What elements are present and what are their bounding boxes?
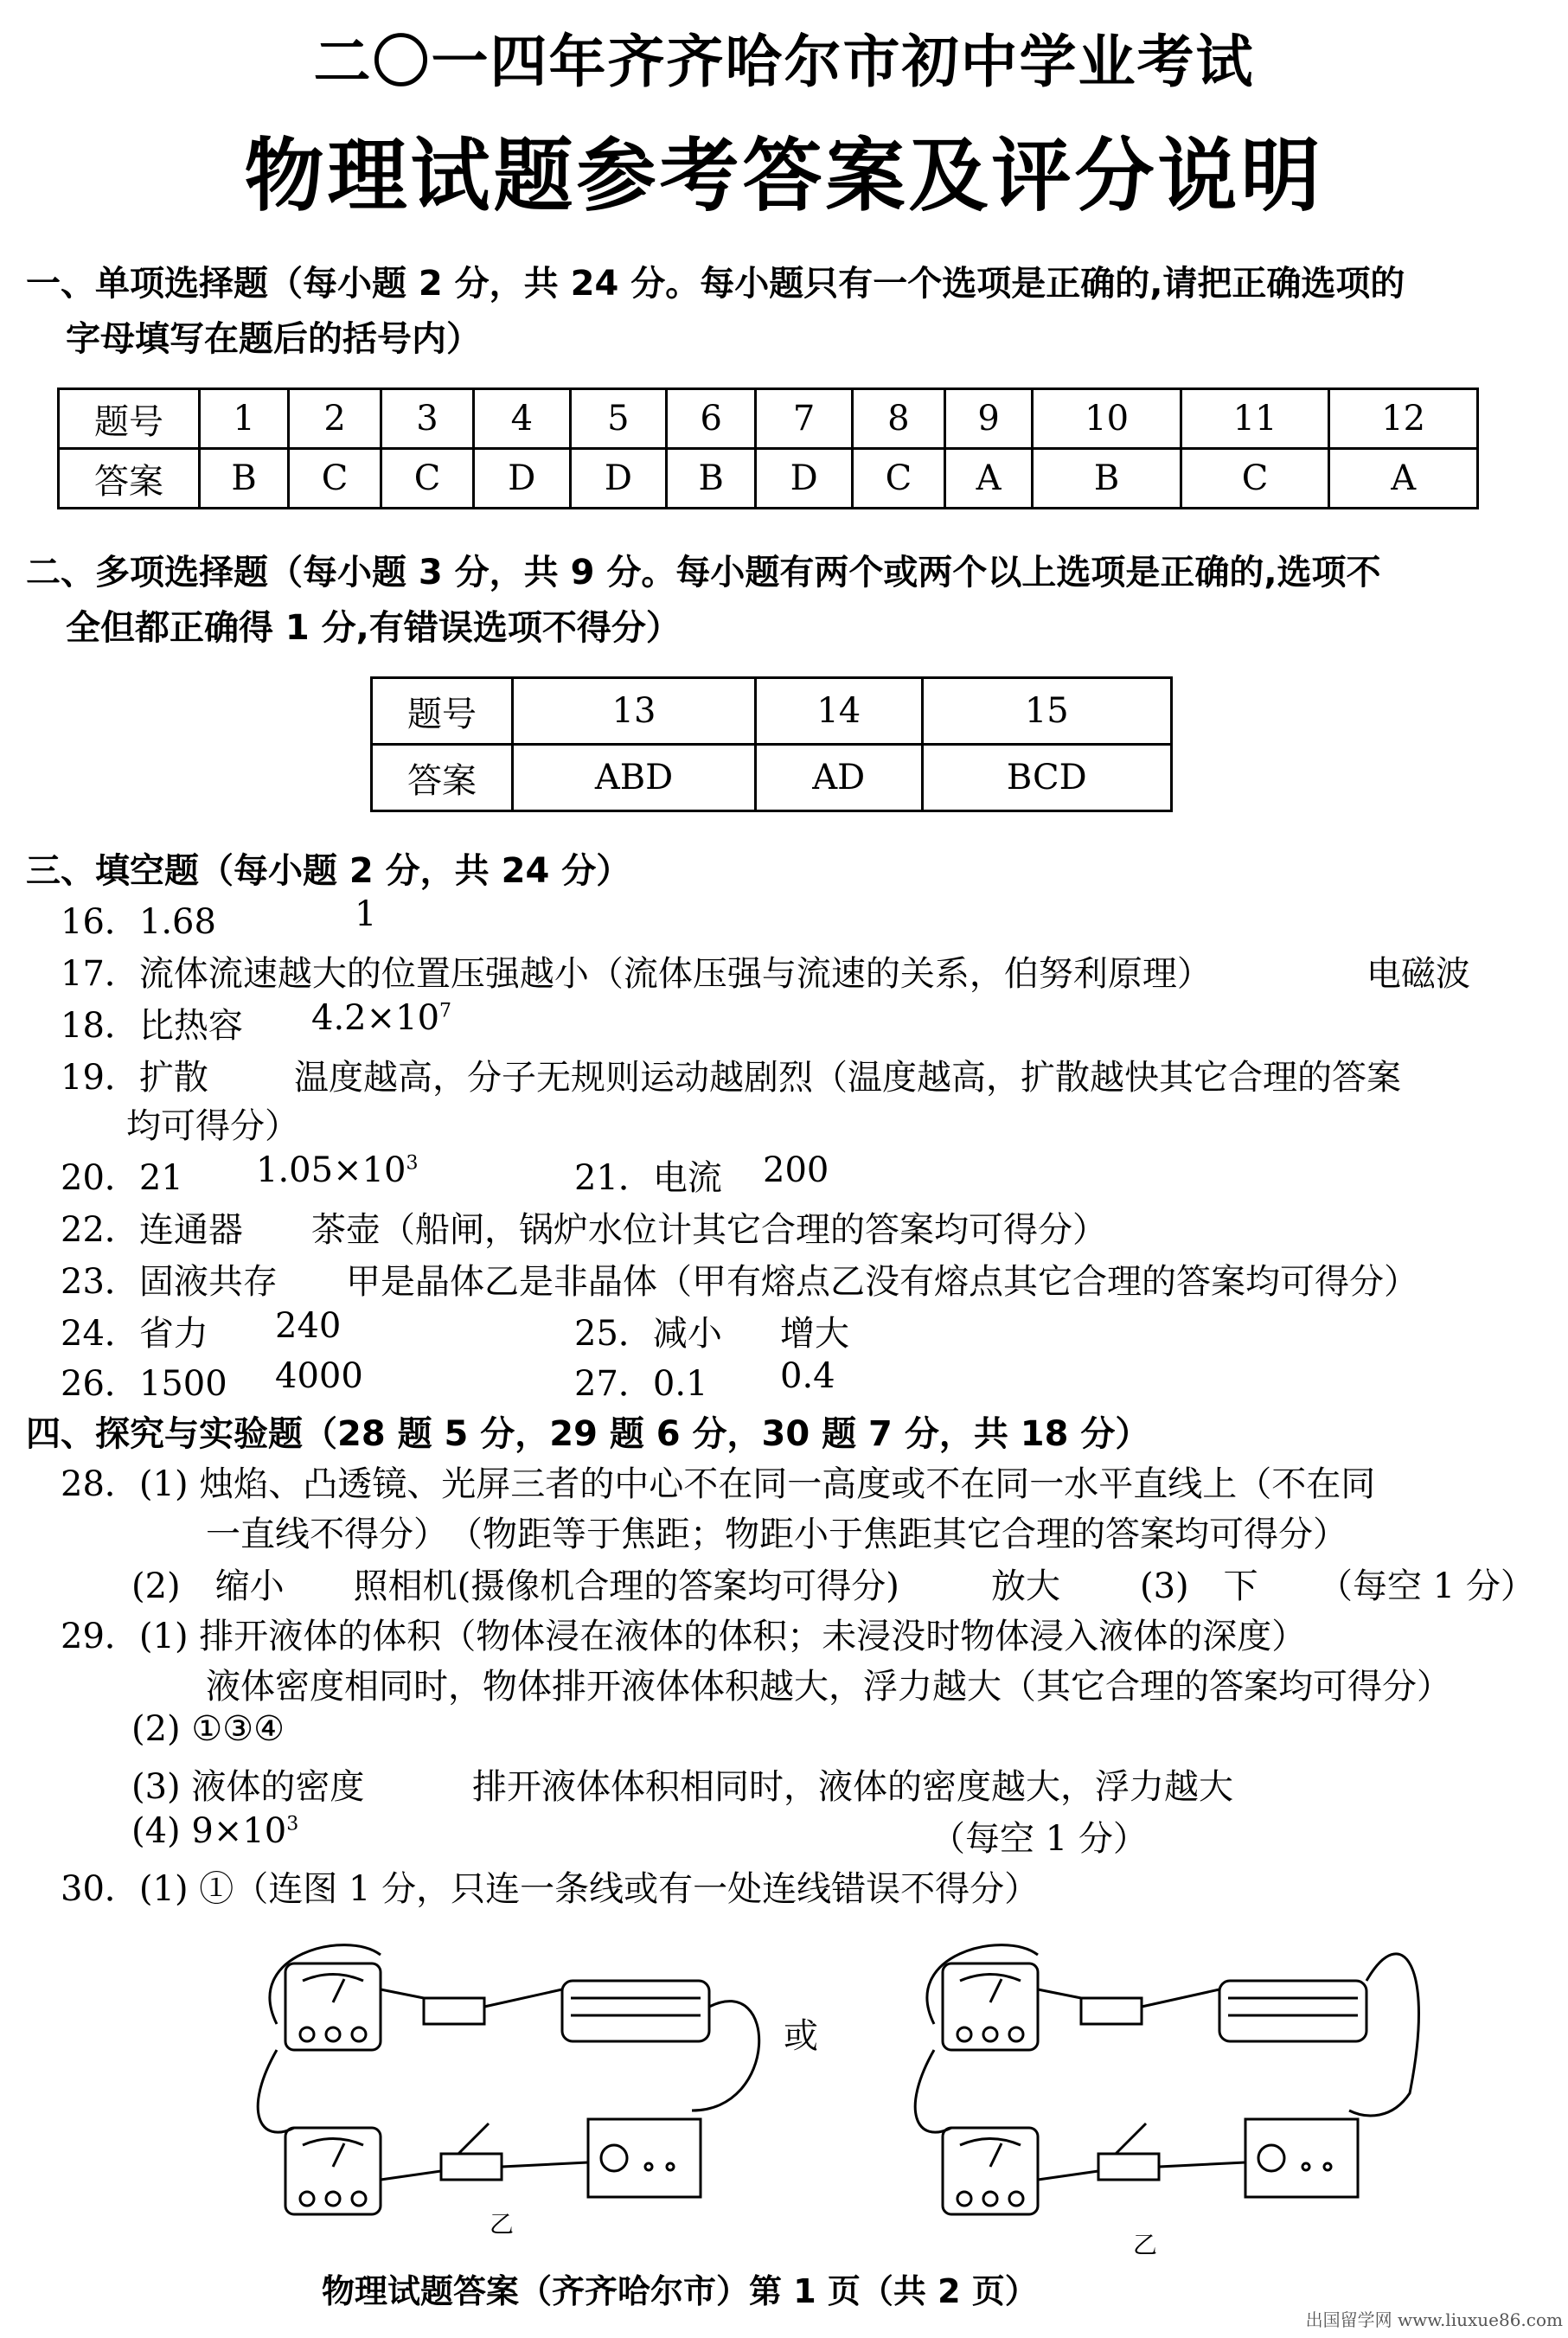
or-label: 或: [784, 2016, 818, 2056]
answer-16b: 1: [355, 894, 377, 934]
answer-19b: 温度越高，分子无规则运动越剧烈（温度越高，扩散越快其它合理的答案: [294, 1058, 1401, 1098]
answer-cell: B: [1033, 449, 1181, 509]
answer-20b: $1.05\times 10^3$: [256, 1150, 419, 1190]
answer-cell: A: [1329, 449, 1478, 509]
question-number: 1: [200, 389, 289, 449]
single-choice-answer-table: [57, 388, 1479, 509]
answer-23b: 甲是晶体乙是非晶体（甲有熔点乙没有熔点其它合理的答案均可得分）: [346, 1262, 1418, 1302]
exam-title: 二〇一四年齐齐哈尔市初中学业考试: [313, 29, 1255, 95]
site-watermark: 出国留学网 www.liuxue86.com: [1305, 2309, 1563, 2330]
answer-17: 17．流体流速越大的位置压强越小（流体压强与流速的关系，伯努利原理）: [61, 954, 1212, 994]
answer-cell: C: [852, 449, 944, 509]
answer-27b: 0.4: [780, 1356, 835, 1396]
answer-cell: A: [944, 449, 1032, 509]
question-number: 5: [570, 389, 667, 449]
question-number: 4: [473, 389, 570, 449]
answer-key-title: 物理试题参考答案及评分说明: [244, 130, 1324, 222]
answer-23: 23．固液共存: [61, 1262, 278, 1302]
question-number: 7: [756, 389, 853, 449]
section1-heading-line1: 一、单项选择题（每小题 2 分，共 24 分。每小题只有一个选项是正确的,请把正确选项的: [26, 264, 1405, 304]
question-number: 9: [944, 389, 1032, 449]
answer-cell: B: [667, 449, 756, 509]
answer-24: 24．省力: [61, 1314, 208, 1354]
section2-heading-line1: 二、多项选择题（每小题 3 分，共 9 分。每小题有两个或两个以上选项是正确的,选项不: [26, 553, 1381, 593]
circuit-diagram-right: [899, 1920, 1453, 2232]
answer-29-part3: (3) 液体的密度: [131, 1767, 365, 1807]
answer-30-line1: 30．(1) ①（连图 1 分，只连一条线或有一处连线错误不得分）: [61, 1869, 1040, 1909]
answer-29-part4: (4) $9\times 10^3$: [131, 1811, 299, 1851]
answer-22b: 茶壶（船闸，锅炉水位计其它合理的答案均可得分）: [311, 1210, 1107, 1250]
answer-19: 19．扩散: [61, 1058, 208, 1098]
rheostat-icon: [562, 1981, 709, 2041]
row-label: 题号: [59, 389, 200, 449]
answer-29-part3b: 排开液体体积相同时，液体的密度越大，浮力越大: [472, 1767, 1233, 1807]
answer-29-line2: 液体密度相同时，物体排开液体体积越大，浮力越大（其它合理的答案均可得分）: [206, 1667, 1451, 1707]
answer-28-line2: 一直线不得分） （物距等于焦距；物距小于焦距其它合理的答案均可得分）: [206, 1515, 1347, 1554]
answer-25: 25．减小: [574, 1314, 722, 1354]
question-number: 15: [922, 678, 1171, 745]
figure-label-right: 乙: [1133, 2231, 1158, 2259]
answer-29-line1: 29．(1) 排开液体的体积（物体浸在液体的体积；未浸没时物体浸入液体的深度）: [61, 1617, 1307, 1656]
question-number: 11: [1181, 389, 1329, 449]
question-number: 2: [289, 389, 381, 449]
answer-16: 16．1.68: [61, 902, 216, 942]
answer-18b: $4.2\times 10^7$: [311, 998, 452, 1038]
answer-cell: D: [756, 449, 853, 509]
answer-20: 20．21: [61, 1158, 183, 1198]
answer-cell: C: [1181, 449, 1329, 509]
question-number: 3: [381, 389, 474, 449]
answer-18: 18．比热容: [61, 1006, 243, 1046]
answer-27: 27．0.1: [574, 1364, 708, 1404]
answer-cell: C: [381, 449, 474, 509]
answer-26b: 4000: [275, 1356, 363, 1396]
answer-cell: BCD: [922, 745, 1171, 811]
answer-26: 26．1500: [61, 1364, 227, 1404]
answer-cell: D: [570, 449, 667, 509]
figure-label-left: 乙: [490, 2210, 515, 2239]
answer-28-enlarge: 放大: [991, 1566, 1060, 1606]
answer-22: 22．连通器: [61, 1210, 243, 1250]
circuit-diagram-left: [242, 1920, 796, 2232]
answer-24b: 240: [275, 1306, 342, 1346]
rheostat-icon: [1219, 1981, 1366, 2041]
row-label: 题号: [372, 678, 513, 745]
power-supply-icon: [588, 2119, 701, 2197]
answer-cell: AD: [756, 745, 923, 811]
page-footer: 物理试题答案（齐齐哈尔市）第 1 页（共 2 页）: [322, 2272, 1038, 2310]
switch-icon: [441, 2154, 502, 2180]
answer-cell: ABD: [513, 745, 756, 811]
table-row-numbers: [59, 389, 1478, 449]
answer-21: 21．电流: [574, 1158, 722, 1198]
section3-heading: 三、填空题（每小题 2 分，共 24 分）: [26, 851, 631, 891]
answer-28-line1: 28．(1) 烛焰、凸透镜、光屏三者的中心不在同一高度或不在同一水平直线上（不在同: [61, 1464, 1376, 1504]
answer-29-score: （每空 1 分）: [931, 1819, 1148, 1859]
answer-21b: 200: [763, 1150, 829, 1190]
question-number: 14: [756, 678, 923, 745]
answer-25b: 增大: [780, 1314, 849, 1354]
answer-28-score: （每空 1 分）: [1318, 1566, 1535, 1606]
table-row-numbers: [372, 678, 1172, 745]
table-row-answers: [59, 449, 1478, 509]
answer-cell: B: [200, 449, 289, 509]
power-supply-icon: [1245, 2119, 1358, 2197]
answer-19c: 均可得分）: [126, 1106, 299, 1146]
question-number: 6: [667, 389, 756, 449]
answer-cell: C: [289, 449, 381, 509]
question-number: 13: [513, 678, 756, 745]
answer-17b: 电磁波: [1366, 954, 1470, 994]
question-number: 8: [852, 389, 944, 449]
answer-28-line3: (2) 缩小 照相机(摄像机合理的答案均可得分): [131, 1566, 899, 1606]
answer-29-part2: (2) ①③④: [131, 1709, 285, 1749]
section1-heading-line2: 字母填写在题后的括号内）: [66, 319, 481, 359]
question-number: 10: [1033, 389, 1181, 449]
section4-heading: 四、探究与实验题（28 题 5 分，29 题 6 分，30 题 7 分，共 18 分）: [26, 1414, 1150, 1454]
table-row-answers: [372, 745, 1172, 811]
answer-28-part3: (3) 下: [1140, 1566, 1258, 1606]
answer-cell: D: [473, 449, 570, 509]
switch-icon: [1098, 2154, 1159, 2180]
row-label: 答案: [59, 449, 200, 509]
multi-choice-answer-table: [370, 676, 1173, 812]
lamp-holder-icon: [1081, 1998, 1142, 2024]
lamp-holder-icon: [424, 1998, 484, 2024]
row-label: 答案: [372, 745, 513, 811]
question-number: 12: [1329, 389, 1478, 449]
section2-heading-line2: 全但都正确得 1 分,有错误选项不得分）: [66, 608, 681, 648]
